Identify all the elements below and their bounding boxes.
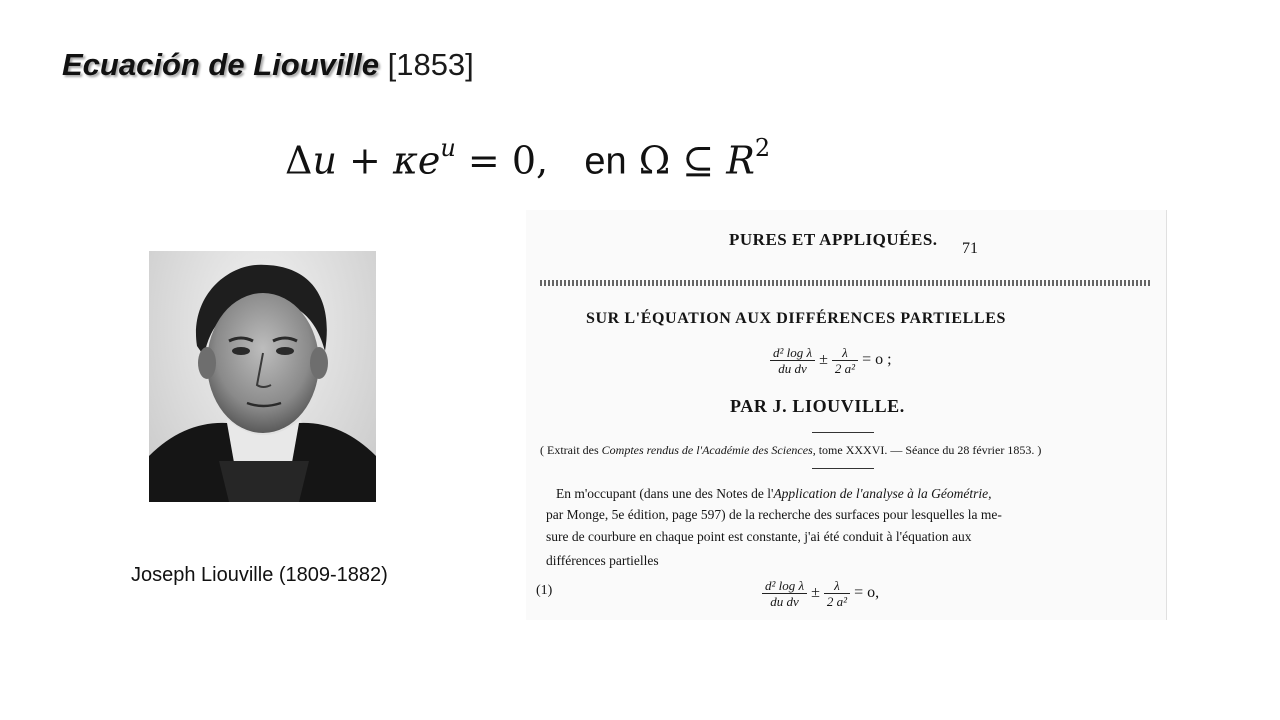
formula-equals: = o, <box>854 584 880 602</box>
eq-u: u <box>312 138 337 183</box>
article-author: PAR J. LIOUVILLE. <box>730 396 905 416</box>
scanned-article <box>526 210 1167 620</box>
slide-title <box>62 47 474 83</box>
extract-journal: Comptes rendus de l'Académie des Sciences, <box>601 443 816 457</box>
decorative-rule <box>540 280 1152 286</box>
slide-title-text: Ecuación de Liouville <box>62 47 379 82</box>
body-line-2: par Monge, 5e édition, page 597) de la recherche des surfaces pour lesquelles la me- <box>546 507 1002 522</box>
eq-R: R <box>726 138 755 183</box>
eq-exponent-u: u <box>440 134 456 162</box>
fraction-right-numerator: λ <box>824 578 850 594</box>
slide-title-year: [1853] <box>387 47 474 82</box>
body-line-1 <box>556 486 992 502</box>
eq-e: e <box>417 138 441 183</box>
divider <box>812 432 874 433</box>
liouville-portrait <box>149 251 376 502</box>
body-line-4: différences partielles <box>546 553 659 568</box>
eq-omega-subset: Ω ⊆ <box>638 138 727 183</box>
formula-equals: = o ; <box>862 351 892 369</box>
fraction-left <box>770 345 815 376</box>
plus-minus: ± <box>811 584 820 602</box>
eq-en: en <box>584 140 627 183</box>
fraction-right <box>832 345 858 376</box>
eq-kappa: κ <box>392 138 418 183</box>
extract-post: tome XXXVI. — Séance du 28 février 1853. ) <box>818 443 1042 457</box>
equation-number: (1) <box>536 583 553 598</box>
eq-exponent-2: 2 <box>754 134 771 162</box>
fraction-left-numerator: d² log λ <box>762 578 807 594</box>
eq-plus: + <box>336 138 393 183</box>
article-formula-title <box>770 345 892 376</box>
fraction-left <box>762 578 807 609</box>
body-line-3: sure de courbure en chaque point est constante, j'ai été conduit à l'équation aux <box>546 529 972 544</box>
portrait-caption: Joseph Liouville (1809-1882) <box>131 564 388 586</box>
fraction-right <box>824 578 850 609</box>
eq-equals-zero: = 0, <box>455 138 549 183</box>
divider <box>812 468 874 469</box>
plus-minus: ± <box>819 351 828 369</box>
extract-pre: ( Extrait des <box>540 443 599 457</box>
fraction-left-denominator: du dv <box>778 361 807 376</box>
body-1-italic: Application de l'analyse à la Géométrie, <box>773 486 992 501</box>
fraction-right-denominator: 2 a² <box>834 361 856 376</box>
portrait-illustration <box>149 251 376 502</box>
running-head: PURES ET APPLIQUÉES. <box>729 230 938 249</box>
eq-delta: Δ <box>285 138 313 183</box>
fraction-left-numerator: d² log λ <box>770 345 815 361</box>
body-1-text: En m'occupant (dans une des Notes de l' <box>556 486 774 501</box>
fraction-left-denominator: du dv <box>770 594 799 609</box>
article-title: SUR L'ÉQUATION AUX DIFFÉRENCES PARTIELLES <box>586 310 1006 327</box>
fraction-right-denominator: 2 a² <box>826 594 848 609</box>
extract-note <box>540 443 1041 458</box>
fraction-right-numerator: λ <box>832 345 858 361</box>
liouville-equation <box>285 134 771 184</box>
page-number: 71 <box>962 240 978 257</box>
article-formula-body <box>762 578 879 609</box>
